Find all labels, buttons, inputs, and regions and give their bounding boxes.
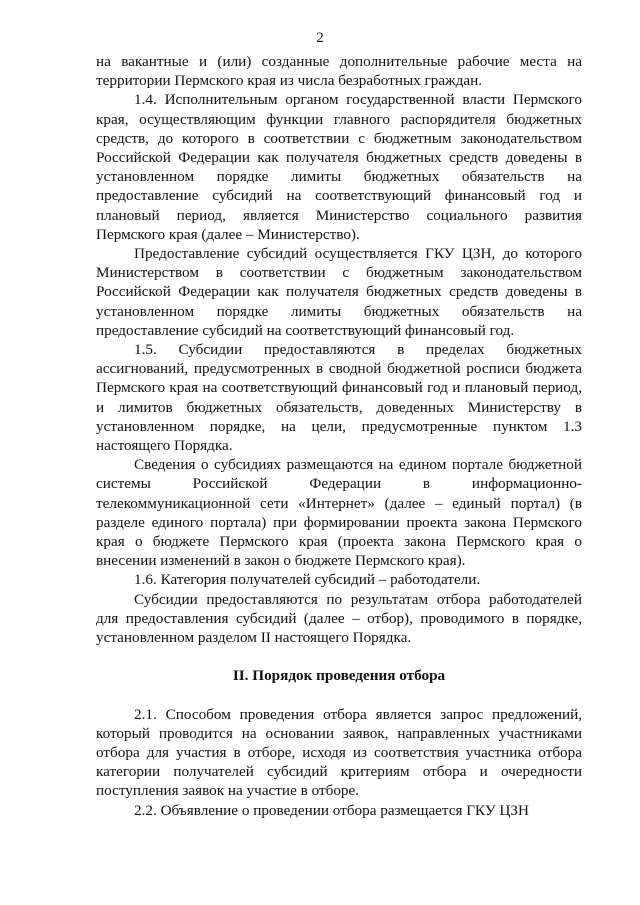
- document-body: [96, 52, 582, 820]
- paragraph: Субсидии предоставляются по результатам отбора работодателей для предоставления субсидий (далее – отбор), проводимого в порядке, установленном разделом II настоящего Порядка.: [96, 590, 582, 647]
- section-heading: II. Порядок проведения отбора: [232, 667, 446, 685]
- paragraph: на вакантные и (или) созданные дополнительные рабочие места на территории Пермского края из числа безработных граждан.: [96, 53, 582, 90]
- paragraph: Сведения о субсидиях размещаются на едином портале бюджетной системы Российской Федерации в информационно-телекоммуникационной сети «Интернет» (далее – единый портал) (в разделе единого портала) при формировании проекта закона Пермского края о бюджете Пермского края (проекта закона Пермского края о внесении изменений в закон о бюджете Пермского края).: [96, 456, 582, 570]
- paragraph: 1.4. Исполнительным органом государственной власти Пермского края, осуществляющим функции главного распорядителя бюджетных средств, до которого в соответствии с бюджетным законодательством Российской Федерации как получателя бюджетных средств доведены в установленном порядке лимиты бюджетных обязательств на предоставление субсидий на соответствующий финансовый год и плановый период, является Министерство социального развития Пермского края (далее – Министерство).: [96, 91, 582, 243]
- paragraph: 2.2. Объявление о проведении отбора размещается ГКУ ЦЗН: [134, 801, 529, 819]
- paragraph: 2.1. Способом проведения отбора является запрос предложений, который проводится на основании заявок, направленных участниками отбора для участия в отборе, исходя из соответствия участника отбора категории получателей субсидий критериям отбора и очередности поступления заявок на участие в отборе.: [96, 705, 582, 800]
- page-number: 2: [316, 30, 324, 46]
- paragraph: Предоставление субсидий осуществляется ГКУ ЦЗН, до которого Министерством в соответствии с бюджетным законодательством Российской Федерации как получателя бюджетных средств доведены в установленном порядке лимиты бюджетных обязательств на предоставление субсидий на соответствующий финансовый год.: [96, 245, 582, 339]
- paragraph: 1.5. Субсидии предоставляются в пределах бюджетных ассигнований, предусмотренных в сводной бюджетной росписи бюджета Пермского края на соответствующий финансовый год и плановый период, и лимитов бюджетных обязательств, доведенных Министерству в установленном порядке, на цели, предусмотренные пунктом 1.3 настоящего Порядка.: [96, 341, 582, 455]
- paragraph: 1.6. Категория получателей субсидий – работодатели.: [134, 571, 481, 589]
